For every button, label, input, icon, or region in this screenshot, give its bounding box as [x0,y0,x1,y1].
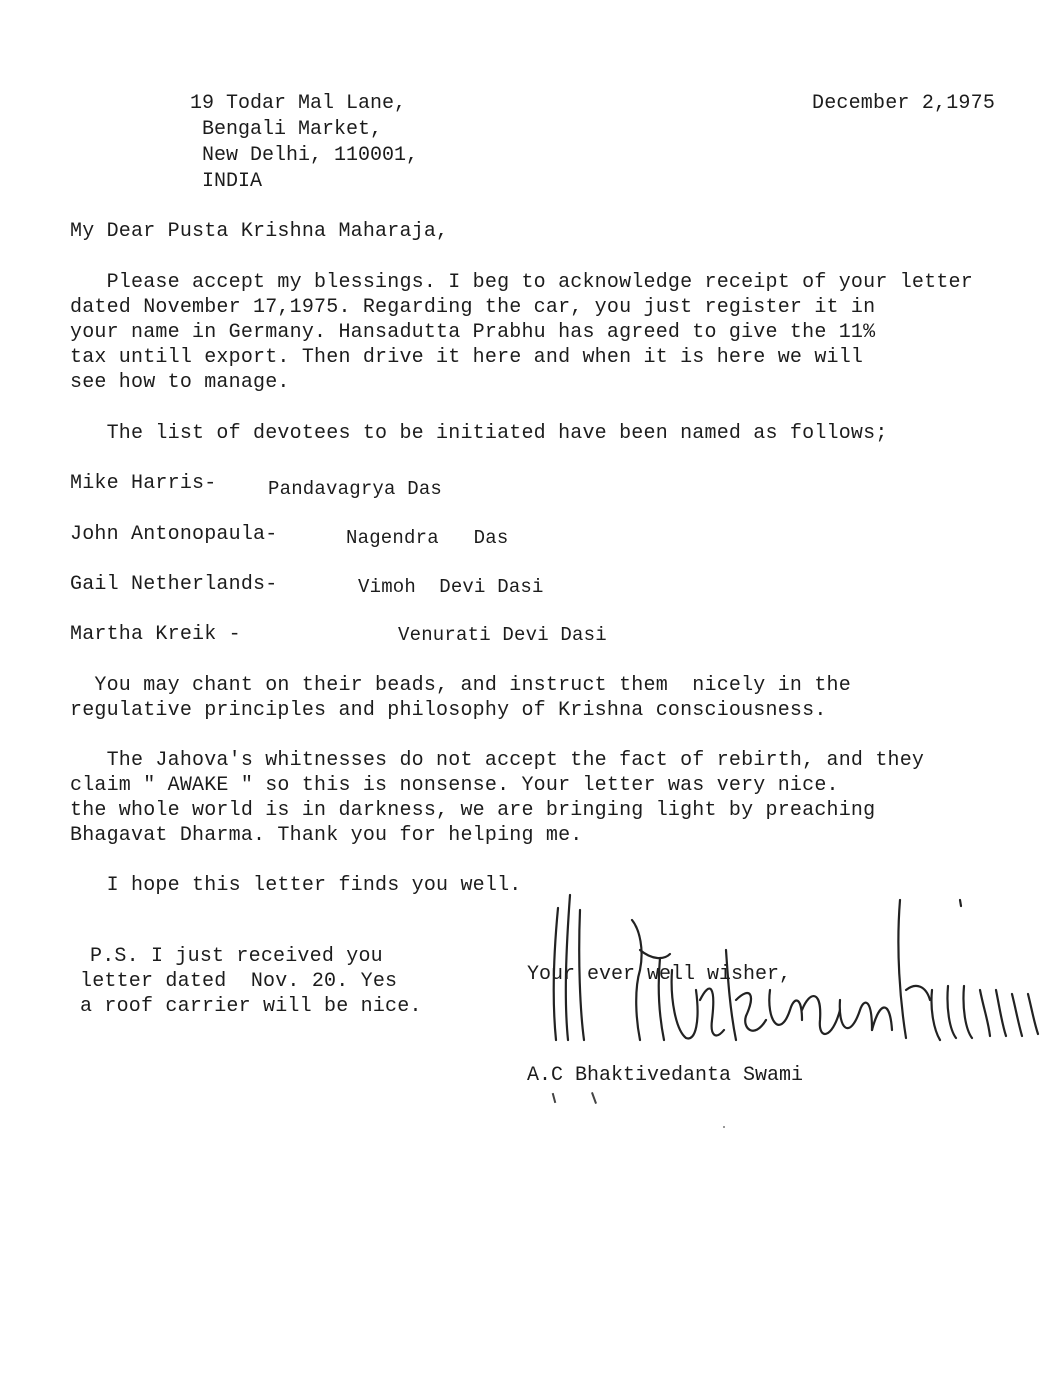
initiated-name: Nagendra Das [346,527,509,549]
letter-date: December 2,1975 [812,92,996,115]
signatory-name: A.C Bhaktivedanta Swami [527,1064,804,1087]
initiated-name: Pandavagrya Das [268,478,443,500]
salutation: My Dear Pusta Krishna Maharaja, [70,220,449,243]
paragraph-line: regulative principles and philosophy of Krishna consciousness. [70,699,827,722]
address-line: New Delhi, 110001, [202,144,419,167]
paragraph-line: claim " AWAKE " so this is nonsense. Your letter was very nice. [70,774,839,797]
postscript-line: a roof carrier will be nice. [80,995,422,1018]
paragraph-line: your name in Germany. Hansadutta Prabhu has agreed to give the 11% [70,321,876,344]
postscript-line: P.S. I just received you [90,945,383,968]
valediction: Your ever well wisher, [527,963,792,986]
devotee-name: John Antonopaula- [70,523,278,546]
ink-mark [723,1126,725,1128]
paragraph-line: see how to manage. [70,371,290,394]
devotee-name: Gail Netherlands- [70,573,278,596]
paragraph-line: Please accept my blessings. I beg to acknowledge receipt of your letter [70,271,973,294]
initiated-name: Venurati Devi Dasi [398,624,607,646]
address-line: INDIA [202,170,263,193]
paragraph-line: dated November 17,1975. Regarding the car, you just register it in [70,296,876,319]
address-line: 19 Todar Mal Lane, [190,92,407,115]
initiation-list-intro: The list of devotees to be initiated have been named as follows; [70,422,888,445]
closing-wish: I hope this letter finds you well. [70,874,522,897]
initiated-name: Vimoh Devi Dasi [358,576,544,598]
devotee-name: Mike Harris- [70,472,217,495]
devotee-name: Martha Kreik - [70,623,241,646]
paragraph-line: You may chant on their beads, and instruct them nicely in the [70,674,851,697]
paragraph-line: Bhagavat Dharma. Thank you for helping me. [70,824,583,847]
paragraph-line: tax untill export. Then drive it here and when it is here we will [70,346,864,369]
address-line: Bengali Market, [202,118,383,141]
postscript-line: letter dated Nov. 20. Yes [80,970,398,993]
paragraph-line: The Jahova's whitnesses do not accept the fact of rebirth, and they [70,749,925,772]
paragraph-line: the whole world is in darkness, we are bringing light by preaching [70,799,876,822]
